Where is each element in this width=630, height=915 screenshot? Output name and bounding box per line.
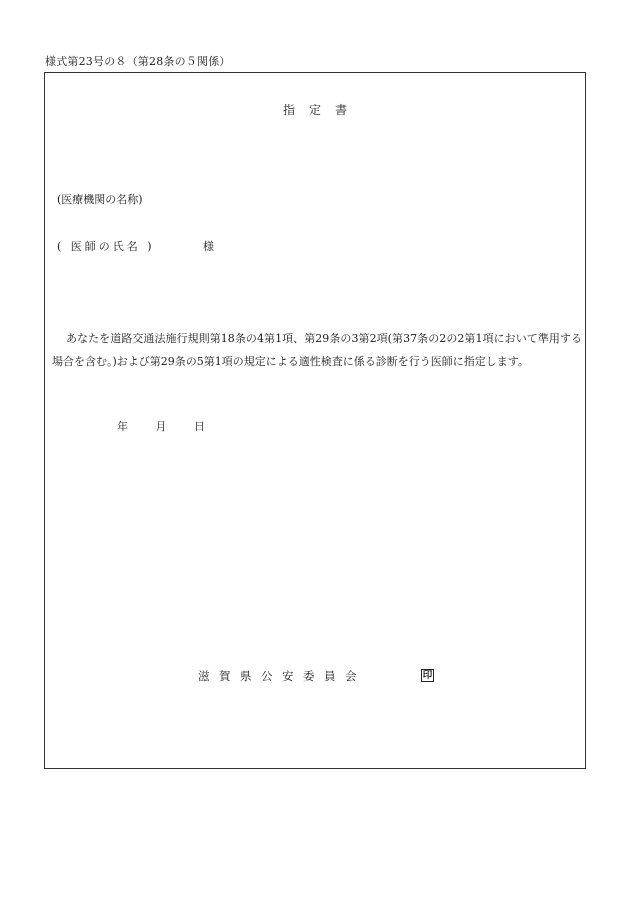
doctor-name-label: ( 医師の氏名 ): [57, 240, 155, 253]
date-month-label: 月: [155, 420, 167, 433]
honorific-sama: 様: [203, 240, 214, 253]
issuer-name: 滋賀県公安委員会: [198, 669, 366, 683]
seal-mark-icon: 印: [422, 670, 433, 681]
designation-body-text: あなたを道路交通法施行規則第18条の4第1項、第29条の3第2項(第37条の2の2第1項において準用する場合を含む。)および第29条の5第1項の規定による適性検査に係る診断を行う医師に指定します。: [52, 332, 582, 368]
document-title: 指定書: [282, 103, 361, 117]
form-number: 様式第23号の８（第28条の５関係）: [45, 55, 231, 68]
doctor-name-row: [57, 238, 214, 254]
date-row: [117, 418, 205, 434]
document-frame: [44, 72, 586, 769]
date-year-label: 年: [117, 420, 128, 433]
date-day-label: 日: [194, 420, 205, 433]
institution-name-label: (医療機関の名称): [57, 193, 143, 206]
